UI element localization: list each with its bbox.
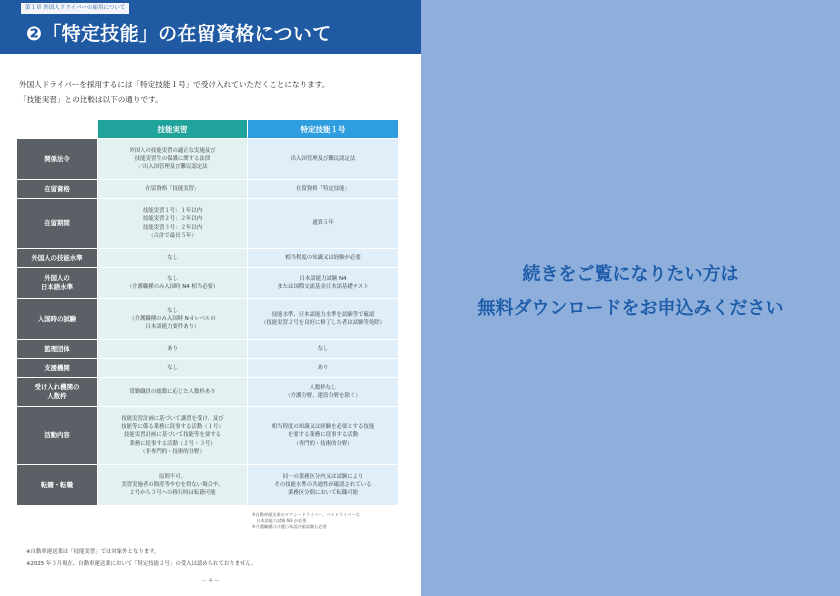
comparison-table — [16, 119, 399, 506]
cell-tokutei: 相当程度の知識又は経験が必要 — [248, 249, 399, 268]
download-prompt-panel — [421, 0, 840, 596]
cell-tokutei: 出入国管理及び難民認定法 — [248, 139, 399, 180]
cell-tokutei: 相当程度の知識又は経験を必要とする技能 を要する業務に従事する活動 （専門的・技術的分野） — [248, 407, 399, 465]
table-row — [17, 139, 399, 180]
intro-text — [19, 78, 411, 107]
cell-tokutei: なし — [248, 340, 399, 359]
table-row — [17, 199, 399, 249]
footnote-1: ※自動車運送業は「技能実習」では対象外となります。 — [26, 549, 160, 555]
cell-gino: 技能実習１号：１年以内 技能実習２号：２年以内 技能実習３号：２年以内 （合計で最長５年） — [98, 199, 248, 249]
row-label: 入国時の試験 — [17, 299, 98, 340]
cell-tokutei: 在留資格「特定技能」 — [248, 180, 399, 199]
row-label: 外国人の技能水準 — [17, 249, 98, 268]
cell-gino: なし （介護職種のみ入国時 N４レベルの 日本語能力要件あり） — [98, 299, 248, 340]
table-row — [17, 180, 399, 199]
chapter-tag: 第１章 外国人ドライバーの雇用について — [21, 3, 129, 14]
row-label: 関係法令 — [17, 139, 98, 180]
cell-gino: なし — [98, 359, 248, 378]
download-prompt-line-1: 続きをご覧になりたい方は — [522, 264, 739, 285]
cell-gino: 外国人の技能実習の適正な実施及び 技能実習生の保護に関する法律 ／出入国管理及び難民認定法 — [98, 139, 248, 180]
page-number: — 4 — — [201, 578, 220, 584]
table-row — [17, 340, 399, 359]
cell-tokutei: 通算５年 — [248, 199, 399, 249]
column-header-tokutei: 特定技能１号 — [248, 120, 399, 139]
row-label: 外国人の 日本語水準 — [17, 268, 98, 299]
row-label: 支援機関 — [17, 359, 98, 378]
table-row — [17, 299, 399, 340]
table-row — [17, 465, 399, 506]
cell-gino: 技能実習計画に基づいて講習を受け、及び 技能等に係る業務に従事する活動（１号） 技能実習計画に基づいて技能等を要する 業務に従事する活動（２号・３号） （非専門的・技術的分野） — [98, 407, 248, 465]
table-row — [17, 249, 399, 268]
table-row — [17, 359, 399, 378]
cell-gino: 原則不可。 実習実施者の倒産等やむを得ない場合や、 ２号から３号への移行時は転籍可能 — [98, 465, 248, 506]
cell-tokutei: 日本語能力試験 N4 または国際交流基金日本語基礎テスト — [248, 268, 399, 299]
column-header-gino: 技能実習 — [98, 120, 248, 139]
download-prompt-message — [421, 258, 840, 326]
table-header-row — [17, 120, 399, 139]
download-prompt-line-2: 無料ダウンロードをお申込みください — [477, 298, 784, 319]
table-row — [17, 378, 399, 407]
row-label: 在留期間 — [17, 199, 98, 249]
page-header — [0, 0, 421, 54]
intro-line-2: 「技能実習」との比較は以下の通りです。 — [19, 94, 163, 104]
cell-tokutei: あり — [248, 359, 399, 378]
cell-tokutei: 人数枠なし （介護分野、建設分野を除く） — [248, 378, 399, 407]
page-title: ❷「特定技能」の在留資格について — [26, 23, 332, 45]
cell-gino: あり — [98, 340, 248, 359]
row-label: 監理団体 — [17, 340, 98, 359]
row-label: 転籍・転職 — [17, 465, 98, 506]
cell-gino: 常勤職員の総数に応じた人数枠あり — [98, 378, 248, 407]
intro-line-1: 外国人ドライバーを採用するには「特定技能１号」で受け入れていただくことになります。 — [19, 80, 330, 89]
footnotes — [26, 546, 257, 570]
table-row — [17, 407, 399, 465]
footnote-2: ※2025 年３月現在、自動車運送業において「特定技能２号」の受入は認められておりません。 — [26, 561, 257, 567]
row-label: 在留資格 — [17, 180, 98, 199]
row-label: 受け入れ機関の 人数枠 — [17, 378, 98, 407]
row-label: 活動内容 — [17, 407, 98, 465]
table-notes: ※自動車運送業のタクシードライバー、バスドライバーは 日本語能力試験 N3 が必要 ※介護職種は介護日本語評価試験も必要 — [252, 512, 360, 529]
cell-gino: なし — [98, 249, 248, 268]
cell-tokutei: 技能水準、日本語能力水準を試験等で確認 （技能実習２号を良好に修了した者は試験等免除） — [248, 299, 399, 340]
table-corner — [17, 120, 98, 139]
table-row — [17, 268, 399, 299]
cell-gino: 在留資格「技能実習」 — [98, 180, 248, 199]
cell-tokutei: 同一の業務区分内又は試験により その技能水準の共通性が確認されている 業務区分間において転職可能 — [248, 465, 399, 506]
cell-gino: なし （介護職種のみ入国時 N4 相当必要） — [98, 268, 248, 299]
